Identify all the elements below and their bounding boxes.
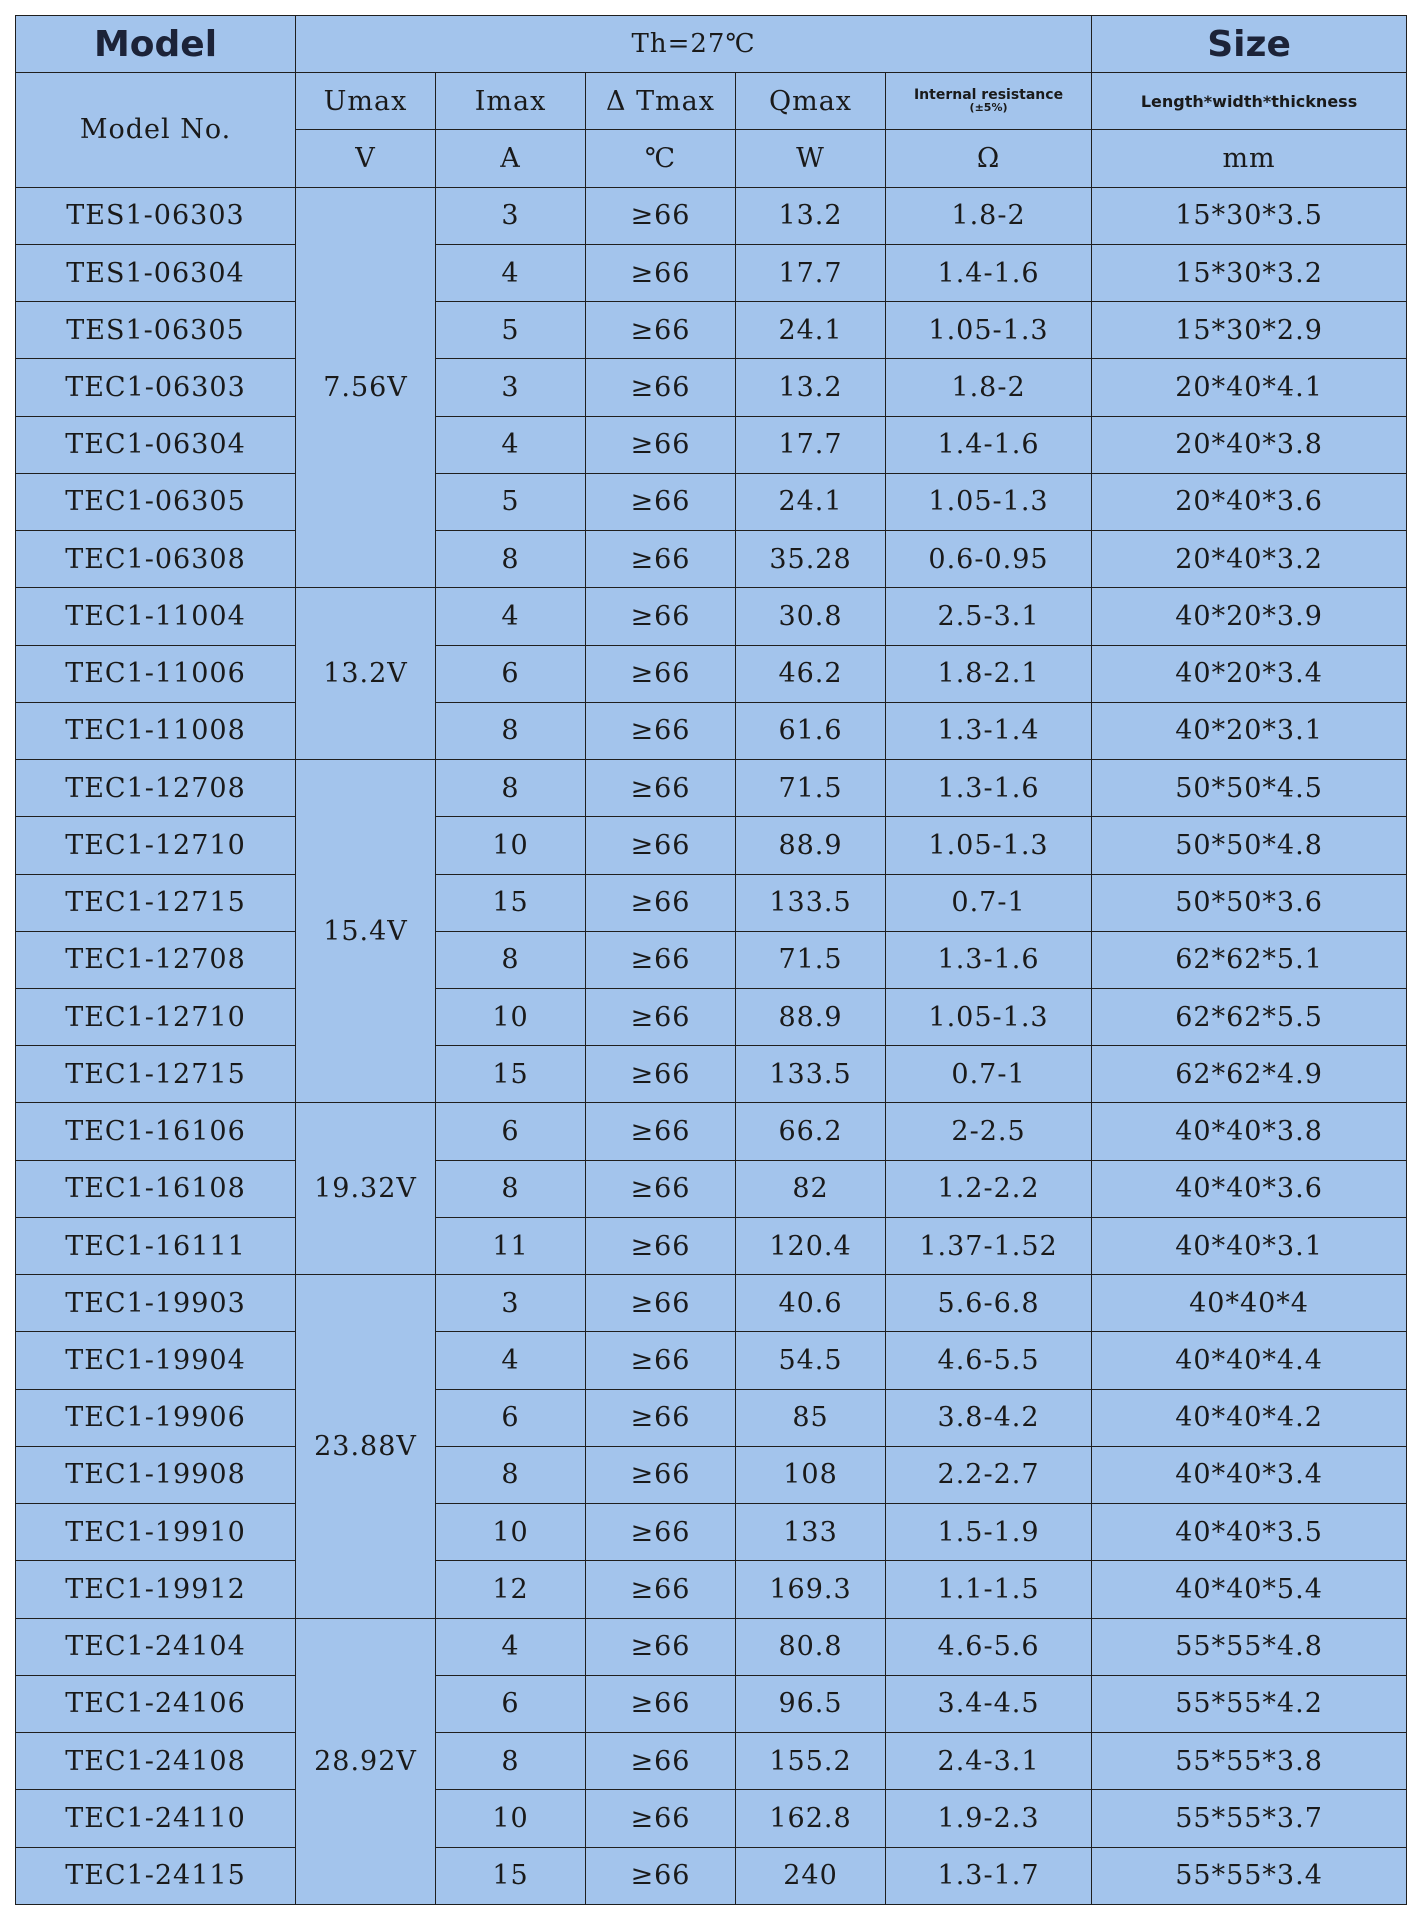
delta-tmax-cell: ≥66 (586, 473, 736, 530)
size-cell: 20*40*4.1 (1092, 359, 1407, 416)
model-cell: TEC1-06305 (16, 473, 296, 530)
size-cell: 20*40*3.6 (1092, 473, 1407, 530)
imax-cell: 8 (436, 1733, 586, 1790)
delta-tmax-cell: ≥66 (586, 1275, 736, 1332)
size-cell: 15*30*2.9 (1092, 302, 1407, 359)
model-cell: TES1-06303 (16, 187, 296, 244)
table-row (16, 1046, 1407, 1103)
model-cell: TEC1-24106 (16, 1675, 296, 1732)
size-cell: 62*62*5.5 (1092, 988, 1407, 1045)
model-cell: TEC1-11008 (16, 702, 296, 759)
size-cell: 50*50*4.5 (1092, 760, 1407, 817)
size-cell: 62*62*5.1 (1092, 931, 1407, 988)
imax-cell: 3 (436, 359, 586, 416)
umax-group-cell: 19.32V (296, 1103, 436, 1275)
resistance-cell: 2.4-3.1 (886, 1733, 1092, 1790)
imax-cell: 8 (436, 702, 586, 759)
table-row (16, 1103, 1407, 1160)
resistance-cell: 1.05-1.3 (886, 817, 1092, 874)
size-cell: 55*55*4.8 (1092, 1618, 1407, 1675)
qmax-header: Qmax (736, 73, 886, 130)
umax-group-cell: 15.4V (296, 760, 436, 1103)
model-cell: TEC1-24108 (16, 1733, 296, 1790)
dimension-header: Length*width*thickness (1092, 73, 1407, 130)
qmax-cell: 17.7 (736, 416, 886, 473)
table-row (16, 187, 1407, 244)
size-header: Size (1092, 16, 1407, 73)
qmax-cell: 96.5 (736, 1675, 886, 1732)
resistance-cell: 3.4-4.5 (886, 1675, 1092, 1732)
delta-tmax-cell: ≥66 (586, 760, 736, 817)
delta-tmax-cell: ≥66 (586, 359, 736, 416)
model-cell: TEC1-19906 (16, 1389, 296, 1446)
umax-group-cell: 7.56V (296, 187, 436, 588)
resistance-cell: 0.7-1 (886, 874, 1092, 931)
umax-group-cell: 28.92V (296, 1618, 436, 1904)
qmax-cell: 169.3 (736, 1561, 886, 1618)
size-cell: 15*30*3.2 (1092, 244, 1407, 301)
resistance-cell: 3.8-4.2 (886, 1389, 1092, 1446)
table-row (16, 702, 1407, 759)
delta-tmax-cell: ≥66 (586, 1046, 736, 1103)
size-cell: 40*40*5.4 (1092, 1561, 1407, 1618)
table-row (16, 645, 1407, 702)
resistance-cell: 1.8-2.1 (886, 645, 1092, 702)
table-row (16, 1332, 1407, 1389)
size-cell: 40*40*3.1 (1092, 1217, 1407, 1274)
model-cell: TES1-06304 (16, 244, 296, 301)
unit-celsius: ℃ (586, 130, 736, 187)
imax-cell: 6 (436, 1389, 586, 1446)
delta-tmax-cell: ≥66 (586, 988, 736, 1045)
model-cell: TEC1-06303 (16, 359, 296, 416)
qmax-cell: 88.9 (736, 817, 886, 874)
table-row (16, 416, 1407, 473)
size-cell: 50*50*3.6 (1092, 874, 1407, 931)
model-cell: TEC1-24115 (16, 1847, 296, 1905)
table-row (16, 931, 1407, 988)
qmax-cell: 17.7 (736, 244, 886, 301)
qmax-cell: 30.8 (736, 588, 886, 645)
resistance-cell: 1.05-1.3 (886, 988, 1092, 1045)
table-row (16, 1389, 1407, 1446)
model-cell: TEC1-19908 (16, 1446, 296, 1503)
model-cell: TEC1-11004 (16, 588, 296, 645)
size-cell: 55*55*3.4 (1092, 1847, 1407, 1905)
delta-tmax-cell: ≥66 (586, 244, 736, 301)
table-row (16, 874, 1407, 931)
imax-cell: 4 (436, 1618, 586, 1675)
qmax-cell: 133.5 (736, 1046, 886, 1103)
imax-cell: 8 (436, 931, 586, 988)
table-row (16, 1733, 1407, 1790)
model-cell: TEC1-16111 (16, 1217, 296, 1274)
qmax-cell: 66.2 (736, 1103, 886, 1160)
resistance-cell: 2.2-2.7 (886, 1446, 1092, 1503)
delta-tmax-cell: ≥66 (586, 817, 736, 874)
resistance-cell: 1.3-1.7 (886, 1847, 1092, 1905)
model-cell: TEC1-12708 (16, 760, 296, 817)
imax-cell: 4 (436, 244, 586, 301)
delta-tmax-cell: ≥66 (586, 1389, 736, 1446)
resistance-cell: 1.1-1.5 (886, 1561, 1092, 1618)
model-cell: TEC1-11006 (16, 645, 296, 702)
imax-cell: 10 (436, 1504, 586, 1561)
delta-tmax-cell: ≥66 (586, 416, 736, 473)
table-row (16, 359, 1407, 416)
imax-cell: 4 (436, 1332, 586, 1389)
delta-tmax-cell: ≥66 (586, 1332, 736, 1389)
size-cell: 40*20*3.9 (1092, 588, 1407, 645)
resistance-cell: 4.6-5.5 (886, 1332, 1092, 1389)
model-cell: TEC1-19912 (16, 1561, 296, 1618)
delta-tmax-header: Δ Tmax (586, 73, 736, 130)
table-row (16, 244, 1407, 301)
qmax-cell: 13.2 (736, 359, 886, 416)
delta-tmax-cell: ≥66 (586, 1733, 736, 1790)
unit-volt: V (296, 130, 436, 187)
model-cell: TEC1-06308 (16, 531, 296, 588)
qmax-cell: 82 (736, 1160, 886, 1217)
table-row (16, 1275, 1407, 1332)
table-row (16, 1504, 1407, 1561)
delta-tmax-cell: ≥66 (586, 1847, 736, 1905)
model-cell: TEC1-24110 (16, 1790, 296, 1847)
resistance-cell: 1.4-1.6 (886, 416, 1092, 473)
model-cell: TEC1-06304 (16, 416, 296, 473)
imax-cell: 15 (436, 1046, 586, 1103)
size-cell: 55*55*3.8 (1092, 1733, 1407, 1790)
umax-header: Umax (296, 73, 436, 130)
resistance-cell: 1.2-2.2 (886, 1160, 1092, 1217)
table-row (16, 988, 1407, 1045)
size-cell: 40*40*4.2 (1092, 1389, 1407, 1446)
resistance-cell: 1.3-1.6 (886, 931, 1092, 988)
umax-group-cell: 23.88V (296, 1275, 436, 1618)
delta-tmax-cell: ≥66 (586, 702, 736, 759)
size-cell: 20*40*3.2 (1092, 531, 1407, 588)
imax-cell: 8 (436, 1160, 586, 1217)
imax-cell: 15 (436, 1847, 586, 1905)
resistance-cell: 1.9-2.3 (886, 1790, 1092, 1847)
qmax-cell: 162.8 (736, 1790, 886, 1847)
qmax-cell: 46.2 (736, 645, 886, 702)
model-cell: TEC1-19903 (16, 1275, 296, 1332)
table-row (16, 302, 1407, 359)
imax-cell: 8 (436, 531, 586, 588)
resistance-cell: 1.4-1.6 (886, 244, 1092, 301)
imax-cell: 4 (436, 416, 586, 473)
resistance-cell: 5.6-6.8 (886, 1275, 1092, 1332)
resistance-cell: 2-2.5 (886, 1103, 1092, 1160)
resistance-cell: 1.05-1.3 (886, 302, 1092, 359)
qmax-cell: 54.5 (736, 1332, 886, 1389)
delta-tmax-cell: ≥66 (586, 874, 736, 931)
delta-tmax-cell: ≥66 (586, 1217, 736, 1274)
table-row (16, 473, 1407, 530)
qmax-cell: 71.5 (736, 760, 886, 817)
table-row (16, 1618, 1407, 1675)
delta-tmax-cell: ≥66 (586, 645, 736, 702)
model-header: Model (16, 16, 296, 73)
size-cell: 40*40*4.4 (1092, 1332, 1407, 1389)
model-cell: TES1-06305 (16, 302, 296, 359)
qmax-cell: 85 (736, 1389, 886, 1446)
size-cell: 40*40*3.6 (1092, 1160, 1407, 1217)
qmax-cell: 80.8 (736, 1618, 886, 1675)
resistance-header (886, 73, 1092, 130)
imax-cell: 5 (436, 473, 586, 530)
condition-header: Th=27℃ (296, 16, 1092, 73)
delta-tmax-cell: ≥66 (586, 1561, 736, 1618)
imax-cell: 6 (436, 1103, 586, 1160)
model-cell: TEC1-19910 (16, 1504, 296, 1561)
imax-cell: 12 (436, 1561, 586, 1618)
imax-cell: 8 (436, 1446, 586, 1503)
table-row (16, 531, 1407, 588)
size-cell: 40*40*3.4 (1092, 1446, 1407, 1503)
resistance-cell: 1.8-2 (886, 187, 1092, 244)
resistance-cell: 4.6-5.6 (886, 1618, 1092, 1675)
imax-cell: 6 (436, 1675, 586, 1732)
resistance-cell: 0.7-1 (886, 1046, 1092, 1103)
spec-table (15, 15, 1407, 1905)
imax-header: Imax (436, 73, 586, 130)
resistance-cell: 1.8-2 (886, 359, 1092, 416)
imax-cell: 3 (436, 187, 586, 244)
qmax-cell: 40.6 (736, 1275, 886, 1332)
delta-tmax-cell: ≥66 (586, 1790, 736, 1847)
qmax-cell: 88.9 (736, 988, 886, 1045)
resistance-cell: 1.3-1.4 (886, 702, 1092, 759)
size-cell: 62*62*4.9 (1092, 1046, 1407, 1103)
delta-tmax-cell: ≥66 (586, 931, 736, 988)
resistance-cell: 1.05-1.3 (886, 473, 1092, 530)
table-row (16, 1446, 1407, 1503)
unit-amp: A (436, 130, 586, 187)
size-cell: 40*40*4 (1092, 1275, 1407, 1332)
table-row (16, 1561, 1407, 1618)
resistance-cell: 1.5-1.9 (886, 1504, 1092, 1561)
umax-group-cell: 13.2V (296, 588, 436, 760)
qmax-cell: 61.6 (736, 702, 886, 759)
model-cell: TEC1-12710 (16, 817, 296, 874)
size-cell: 40*40*3.5 (1092, 1504, 1407, 1561)
model-cell: TEC1-24104 (16, 1618, 296, 1675)
imax-cell: 8 (436, 760, 586, 817)
model-cell: TEC1-16108 (16, 1160, 296, 1217)
qmax-cell: 71.5 (736, 931, 886, 988)
delta-tmax-cell: ≥66 (586, 1504, 736, 1561)
imax-cell: 10 (436, 1790, 586, 1847)
imax-cell: 10 (436, 988, 586, 1045)
table-row (16, 1847, 1407, 1905)
table-row (16, 1675, 1407, 1732)
resistance-cell: 1.37-1.52 (886, 1217, 1092, 1274)
imax-cell: 3 (436, 1275, 586, 1332)
qmax-cell: 24.1 (736, 302, 886, 359)
model-cell: TEC1-12715 (16, 1046, 296, 1103)
delta-tmax-cell: ≥66 (586, 302, 736, 359)
model-cell: TEC1-12710 (16, 988, 296, 1045)
model-cell: TEC1-16106 (16, 1103, 296, 1160)
qmax-cell: 120.4 (736, 1217, 886, 1274)
imax-cell: 15 (436, 874, 586, 931)
qmax-cell: 13.2 (736, 187, 886, 244)
qmax-cell: 133 (736, 1504, 886, 1561)
qmax-cell: 35.28 (736, 531, 886, 588)
size-cell: 40*40*3.8 (1092, 1103, 1407, 1160)
resistance-cell: 0.6-0.95 (886, 531, 1092, 588)
size-cell: 40*20*3.1 (1092, 702, 1407, 759)
resistance-tolerance: (±5%) (969, 101, 1008, 115)
qmax-cell: 240 (736, 1847, 886, 1905)
qmax-cell: 24.1 (736, 473, 886, 530)
model-no-header: Model No. (16, 73, 296, 187)
delta-tmax-cell: ≥66 (586, 187, 736, 244)
table-row (16, 1790, 1407, 1847)
qmax-cell: 155.2 (736, 1733, 886, 1790)
model-cell: TEC1-19904 (16, 1332, 296, 1389)
delta-tmax-cell: ≥66 (586, 1103, 736, 1160)
size-cell: 50*50*4.8 (1092, 817, 1407, 874)
size-cell: 55*55*4.2 (1092, 1675, 1407, 1732)
size-cell: 55*55*3.7 (1092, 1790, 1407, 1847)
delta-tmax-cell: ≥66 (586, 1618, 736, 1675)
resistance-cell: 1.3-1.6 (886, 760, 1092, 817)
size-cell: 40*20*3.4 (1092, 645, 1407, 702)
table-row (16, 760, 1407, 817)
unit-mm: mm (1092, 130, 1407, 187)
unit-watt: W (736, 130, 886, 187)
model-cell: TEC1-12708 (16, 931, 296, 988)
qmax-cell: 108 (736, 1446, 886, 1503)
delta-tmax-cell: ≥66 (586, 1160, 736, 1217)
imax-cell: 6 (436, 645, 586, 702)
delta-tmax-cell: ≥66 (586, 1675, 736, 1732)
table-row (16, 588, 1407, 645)
size-cell: 20*40*3.8 (1092, 416, 1407, 473)
delta-tmax-cell: ≥66 (586, 1446, 736, 1503)
imax-cell: 4 (436, 588, 586, 645)
model-cell: TEC1-12715 (16, 874, 296, 931)
delta-tmax-cell: ≥66 (586, 531, 736, 588)
table-row (16, 817, 1407, 874)
delta-tmax-cell: ≥66 (586, 588, 736, 645)
resistance-cell: 2.5-3.1 (886, 588, 1092, 645)
imax-cell: 11 (436, 1217, 586, 1274)
table-row (16, 1160, 1407, 1217)
imax-cell: 10 (436, 817, 586, 874)
unit-ohm: Ω (886, 130, 1092, 187)
resistance-label: Internal resistance (913, 87, 1064, 104)
qmax-cell: 133.5 (736, 874, 886, 931)
size-cell: 15*30*3.5 (1092, 187, 1407, 244)
imax-cell: 5 (436, 302, 586, 359)
table-row (16, 1217, 1407, 1274)
